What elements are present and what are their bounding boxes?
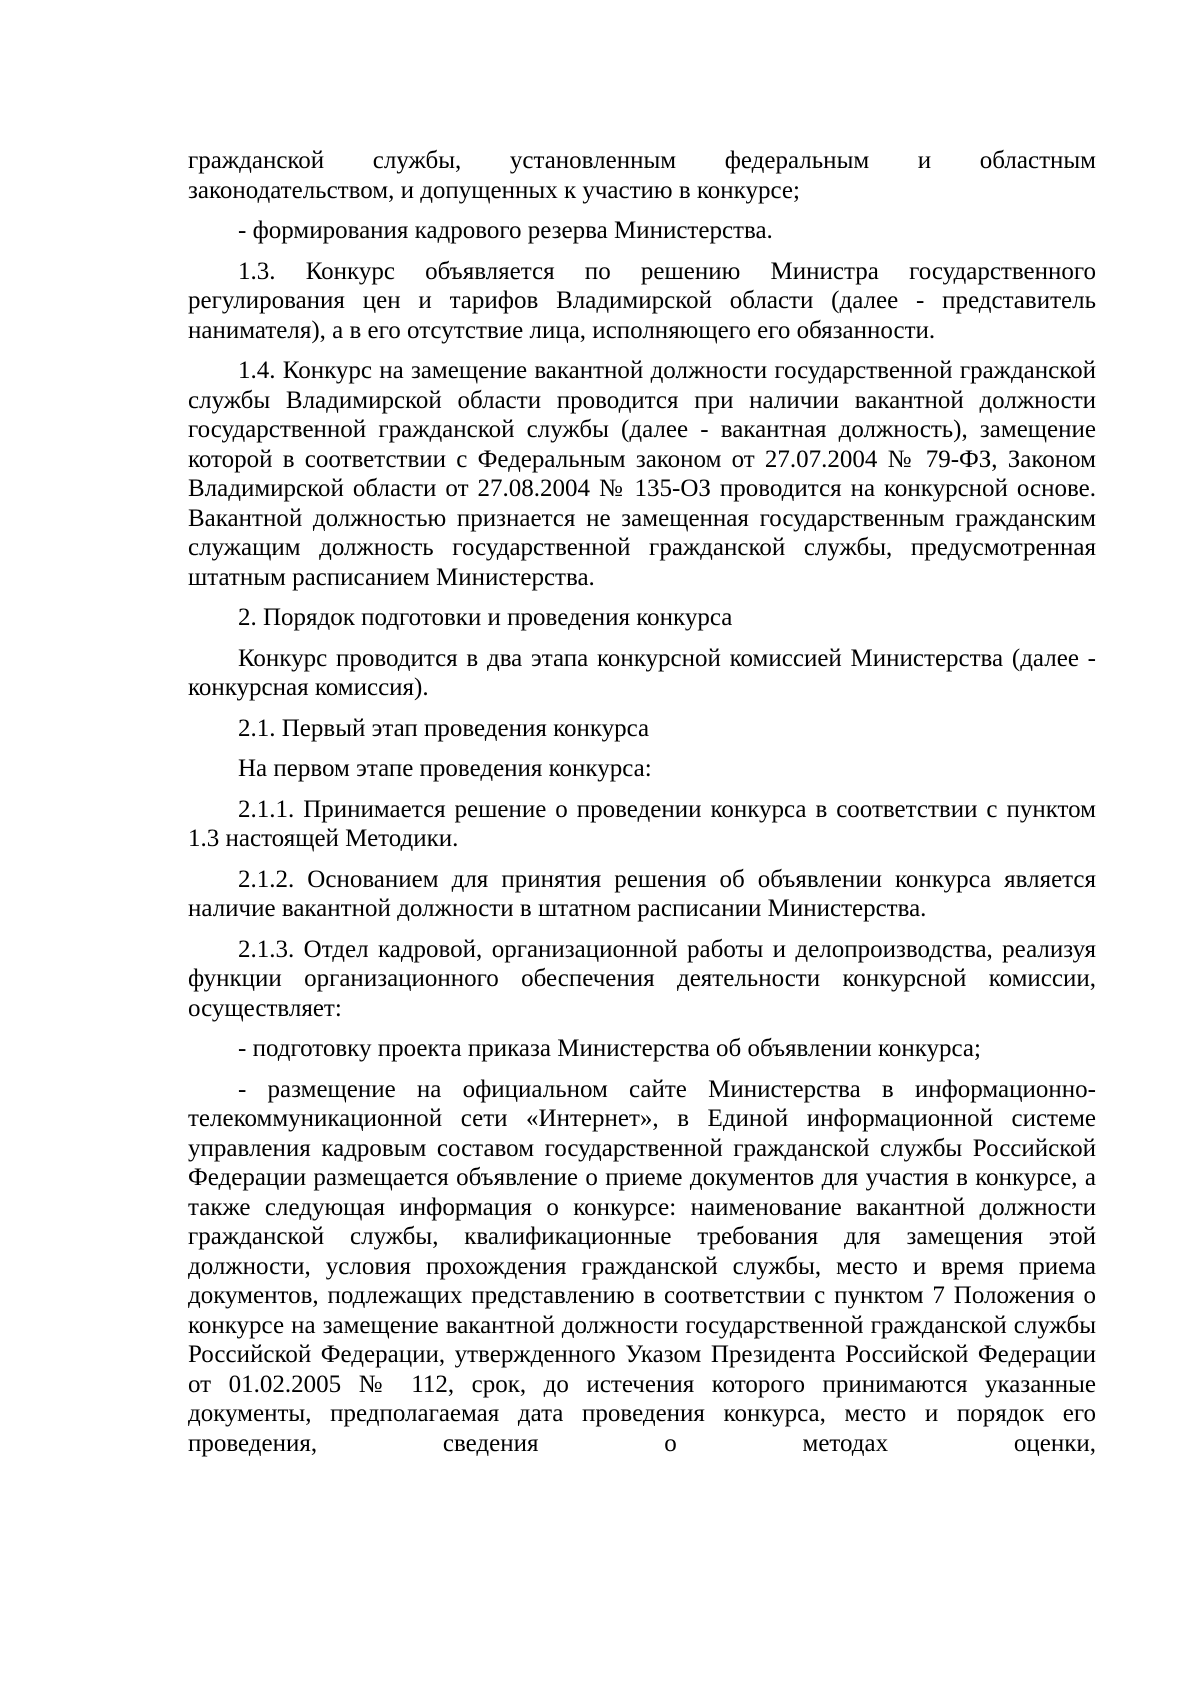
document-body — [188, 146, 1096, 1469]
paragraph-continuation: гражданской службы, установленным федеральным и областным законодательством, и допущенных к участию в конкурсе; — [188, 147, 1096, 204]
section-heading-2: 2. Порядок подготовки и проведения конкурса — [238, 604, 733, 631]
paragraph-1-3: 1.3. Конкурс объявляется по решению Министра государственного регулирования цен и тарифов Владимирской области (далее - представитель нанимателя), а в его отсутствие лица, исполняющего его обязанности. — [188, 257, 1096, 344]
paragraph-2-1-3: 2.1.3. Отдел кадровой, организационной работы и делопроизводства, реализуя функции организационного обеспечения деятельности конкурсной комиссии, осуществляет: — [188, 935, 1096, 1022]
paragraph-2-1-2: 2.1.2. Основанием для принятия решения об объявлении конкурса является наличие вакантной должности в штатном расписании Министерства. — [188, 865, 1096, 922]
paragraph-2-1-1: 2.1.1. Принимается решение о проведении конкурса в соответствии с пунктом 1.3 настоящей Методики. — [188, 795, 1096, 852]
paragraph-first-stage: На первом этапе проведения конкурса: — [238, 755, 652, 782]
paragraph-two-stages: Конкурс проводится в два этапа конкурсной комиссией Министерства (далее - конкурсная комиссия). — [188, 644, 1096, 701]
list-item-order-draft: - подготовку проекта приказа Министерства об объявлении конкурса; — [238, 1035, 981, 1062]
paragraph-1-4: 1.4. Конкурс на замещение вакантной должности государственной гражданской службы Владимирской области проводится при наличии вакантной должности государственной гражданской службы (далее - вакантная должность), замещение которой в соответствии с Федеральным законом от 27.07.2004 № 79-ФЗ, Законом Владимирской области от 27.08.2004 № 135-ОЗ проводится на конкурсной основе. Вакантной должностью признается не замещенная государственным гражданским служащим должность государственной гражданской службы, предусмотренная штатным расписанием Министерства. — [188, 357, 1096, 591]
subsection-heading-2-1: 2.1. Первый этап проведения конкурса — [238, 714, 650, 742]
paragraph-reserve: - формирования кадрового резерва Министерства. — [238, 217, 773, 244]
list-item-publication: - размещение на официальном сайте Министерства в информационно-телекоммуникационной сети «Интернет», в Единой информационной системе управления кадровым составом государственной гражданской службы Российской Федерации размещается объявление о приеме документов для участия в конкурсе, а также следующая информация о конкурсе: наименование вакантной должности гражданской службы, квалификационные требования для замещения этой должности, условия прохождения гражданской службы, место и время приема документов, подлежащих представлению в соответствии с пунктом 7 Положения о конкурсе на замещение вакантной должности государственной гражданской службы Российской Федерации, утвержденного Указом Президента Российской Федерации от 01.02.2005 № 112, срок, до истечения которого принимаются указанные документы, предполагаемая дата проведения конкурса, место и порядок его проведения, сведения о методах оценки, — [188, 1075, 1096, 1457]
